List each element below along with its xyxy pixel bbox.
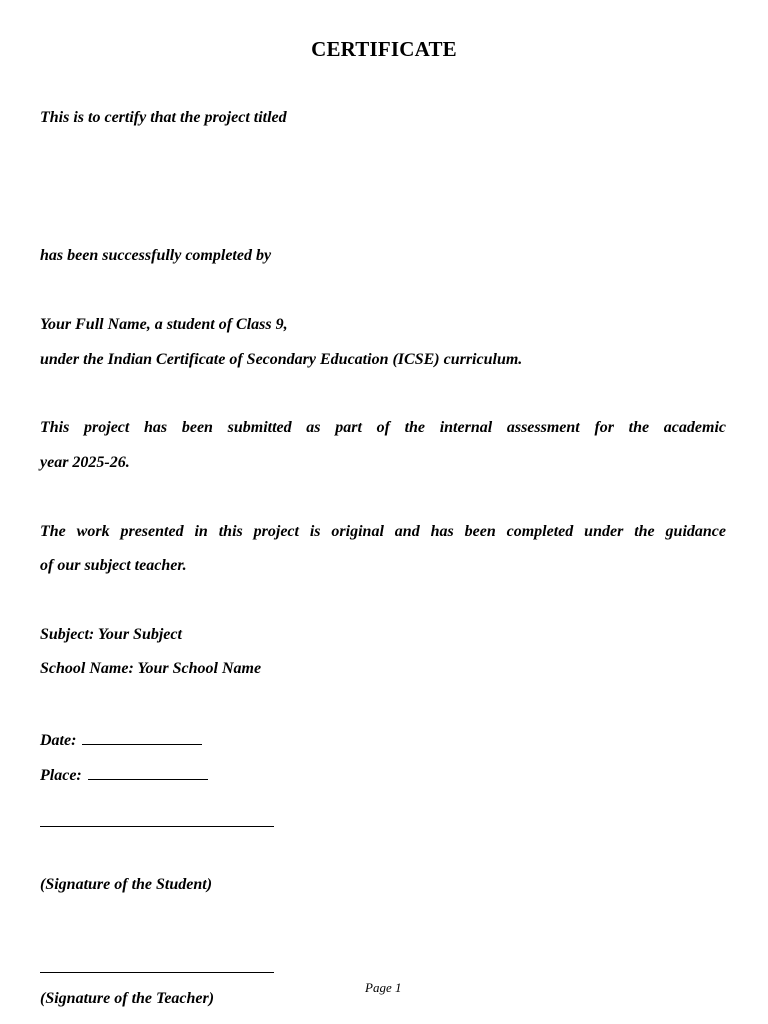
original-line-1: The work presented in this project is original and has been completed under the guidance [40, 523, 726, 540]
school-line: School Name: Your School Name [40, 660, 262, 677]
certificate-title: CERTIFICATE [311, 37, 457, 61]
subject-line: Subject: Your Subject [40, 626, 182, 643]
date-field [40, 728, 202, 751]
original-line-2: of our subject teacher. [40, 557, 187, 574]
submission-line-2: year 2025-26. [40, 454, 130, 471]
student-signature-line [40, 826, 274, 827]
page-number: Page 1 [365, 980, 402, 995]
curriculum-line: under the Indian Certificate of Secondary Education (ICSE) curriculum. [40, 351, 523, 368]
place-field [40, 763, 208, 786]
student-signature-label: (Signature of the Student) [40, 876, 213, 893]
place-label: Place: [40, 767, 82, 784]
completed-by-text: has been successfully completed by [40, 247, 272, 264]
date-label: Date: [40, 732, 77, 749]
intro-text: This is to certify that the project titled [40, 109, 287, 126]
teacher-signature-label: (Signature of the Teacher) [40, 990, 215, 1007]
student-line: Your Full Name, a student of Class 9, [40, 316, 288, 333]
place-blank-line [88, 763, 208, 780]
date-blank-line [82, 728, 202, 745]
teacher-signature-line [40, 972, 274, 973]
submission-line-1: This project has been submitted as part of the internal assessment for the academic [40, 419, 726, 436]
